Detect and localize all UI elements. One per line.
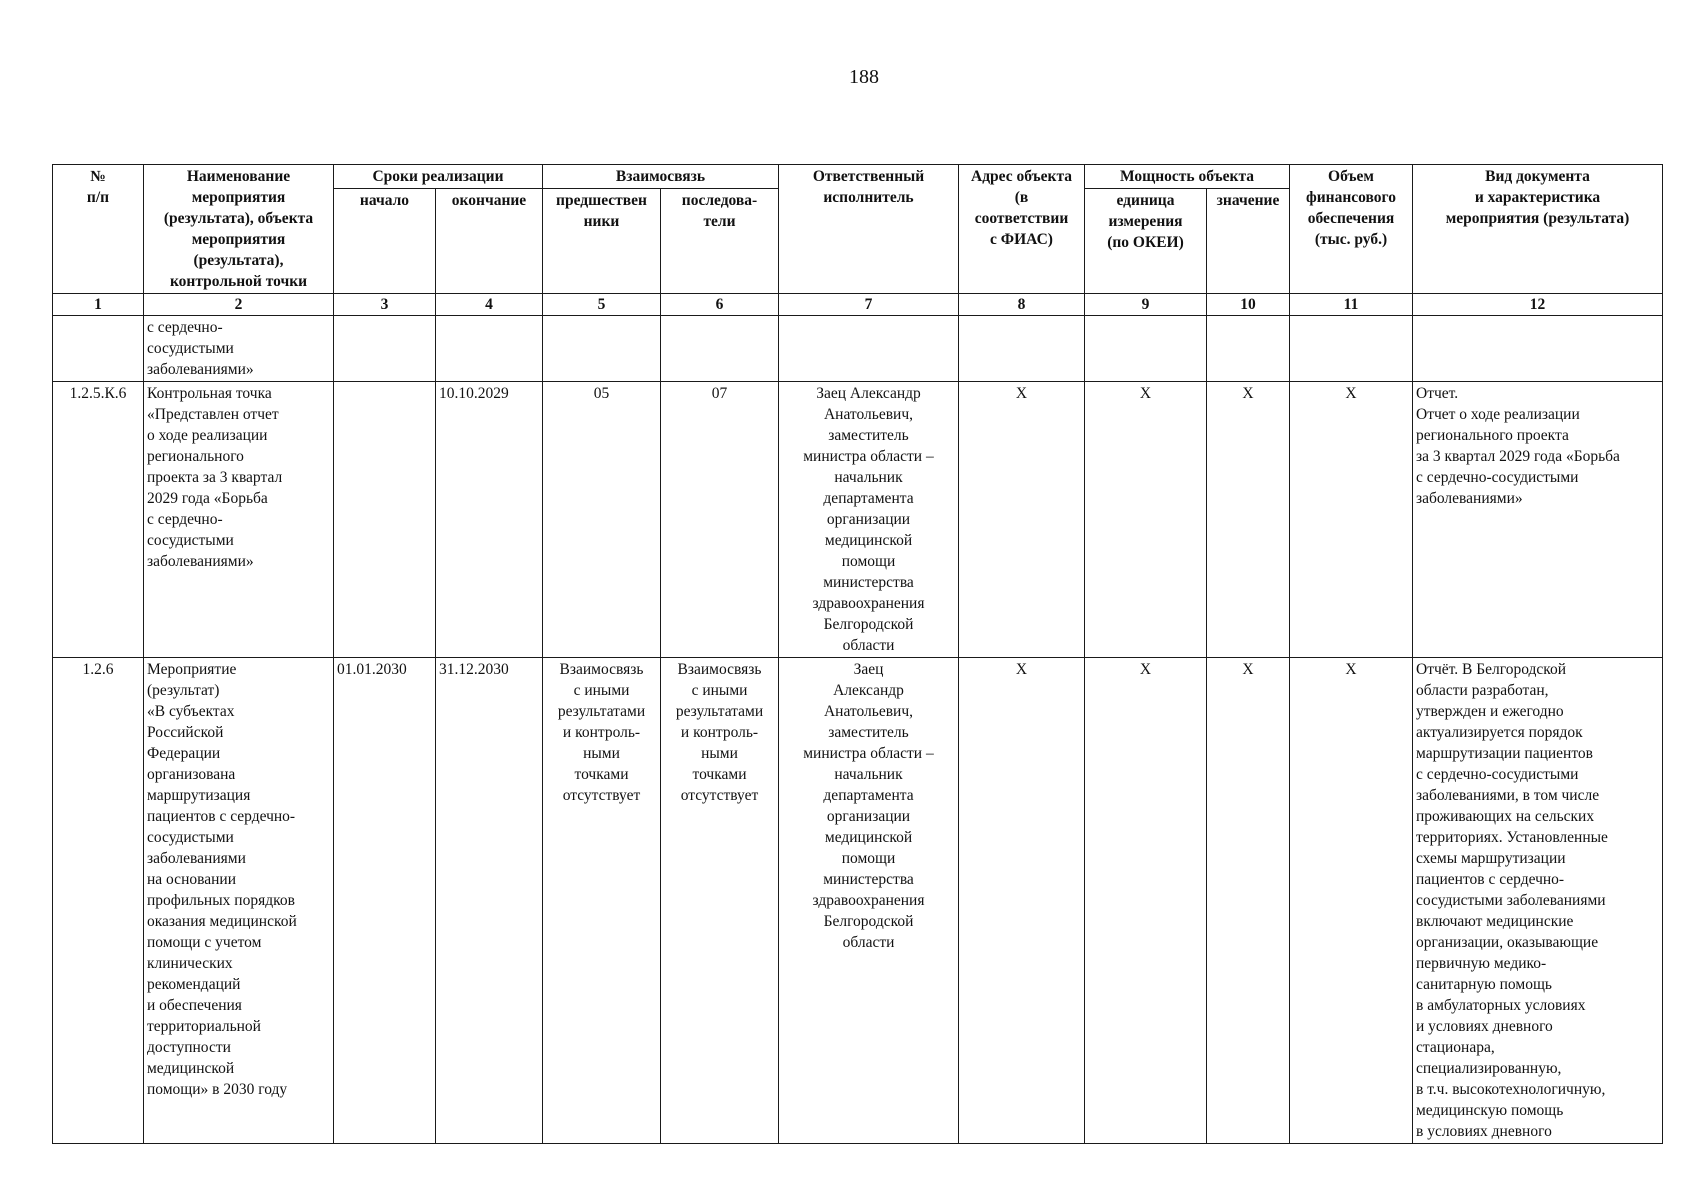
- row-responsible: Заец Александр Анатольевич, заместитель министра области – начальник департамента организации медицинской помощи министерства здравоохранения Белгородской области: [779, 658, 959, 1144]
- header-unit: единица измерения (по ОКЕИ): [1085, 189, 1207, 294]
- row-value: X: [1207, 382, 1290, 658]
- column-number: 8: [959, 294, 1085, 316]
- row-finance: X: [1290, 658, 1413, 1144]
- column-number: 10: [1207, 294, 1290, 316]
- project-plan-table: [52, 164, 1663, 1144]
- column-number: 9: [1085, 294, 1207, 316]
- table-row: [53, 382, 1663, 658]
- row-address: [959, 316, 1085, 382]
- column-number: 7: [779, 294, 959, 316]
- header-capacity-group: Мощность объекта: [1085, 165, 1290, 189]
- header-successors: последова- тели: [661, 189, 779, 294]
- row-start: [334, 316, 436, 382]
- column-number: 2: [144, 294, 334, 316]
- header-doc-type: Вид документа и характеристика мероприятия (результата): [1413, 165, 1663, 294]
- row-predecessors: Взаимосвязь с иными результатами и контроль- ными точками отсутствует: [543, 658, 661, 1144]
- column-number: 6: [661, 294, 779, 316]
- row-number: 1.2.6: [53, 658, 144, 1144]
- row-number: 1.2.5.К.6: [53, 382, 144, 658]
- row-predecessors: [543, 316, 661, 382]
- row-end: [436, 316, 543, 382]
- row-name: с сердечно- сосудистыми заболеваниями»: [144, 316, 334, 382]
- row-unit: X: [1085, 382, 1207, 658]
- row-responsible: Заец Александр Анатольевич, заместитель министра области – начальник департамента организации медицинской помощи министерства здравоохранения Белгородской области: [779, 382, 959, 658]
- header-address: Адрес объекта (в соответствии с ФИАС): [959, 165, 1085, 294]
- table-row: [53, 658, 1663, 1144]
- row-number: [53, 316, 144, 382]
- row-finance: X: [1290, 382, 1413, 658]
- row-finance: [1290, 316, 1413, 382]
- header-predecessors: предшествен ники: [543, 189, 661, 294]
- header-start: начало: [334, 189, 436, 294]
- header-value: значение: [1207, 189, 1290, 294]
- row-unit: [1085, 316, 1207, 382]
- row-doc: Отчет. Отчет о ходе реализации регионального проекта за 3 квартал 2029 года «Борьба с сердечно-сосудистыми заболеваниями»: [1413, 382, 1663, 658]
- header-end: окончание: [436, 189, 543, 294]
- header-finance: Объем финансового обеспечения (тыс. руб.): [1290, 165, 1413, 294]
- header-links-group: Взаимосвязь: [543, 165, 779, 189]
- row-successors: 07: [661, 382, 779, 658]
- column-numbers-row: [53, 294, 1663, 316]
- row-name: Мероприятие (результат) «В субъектах Российской Федерации организована маршрутизация пациентов с сердечно- сосудистыми заболеваниями на основании профильных порядков оказания медицинской помощи с учетом клинических рекомендаций и обеспечения территориальной доступности медицинской помощи» в 2030 году: [144, 658, 334, 1144]
- row-start: 01.01.2030: [334, 658, 436, 1144]
- table-row: [53, 316, 1663, 382]
- column-number: 4: [436, 294, 543, 316]
- header-number: № п/п: [53, 165, 144, 294]
- column-number: 12: [1413, 294, 1663, 316]
- row-start: [334, 382, 436, 658]
- column-number: 1: [53, 294, 144, 316]
- header-name: Наименование мероприятия (результата), объекта мероприятия (результата), контрольной точки: [144, 165, 334, 294]
- page-number: 188: [849, 66, 879, 88]
- column-number: 5: [543, 294, 661, 316]
- header-terms-group: Сроки реализации: [334, 165, 543, 189]
- header-responsible: Ответственный исполнитель: [779, 165, 959, 294]
- row-value: [1207, 316, 1290, 382]
- row-name: Контрольная точка «Представлен отчет о ходе реализации регионального проекта за 3 квартал 2029 года «Борьба с сердечно- сосудистыми заболеваниями»: [144, 382, 334, 658]
- row-predecessors: 05: [543, 382, 661, 658]
- header-row-1: [53, 165, 1663, 189]
- row-address: X: [959, 382, 1085, 658]
- row-address: X: [959, 658, 1085, 1144]
- row-doc: Отчёт. В Белгородской области разработан, утвержден и ежегодно актуализируется порядок маршрутизации пациентов с сердечно-сосудистыми заболеваниями, в том числе проживающих на сельских территориях. Установленные схемы маршрутизации пациентов с сердечно- сосудистыми заболеваниями включают медицинские организации, оказывающие первичную медико- санитарную помощь в амбулаторных условиях и условиях дневного стационара, специализированную, в т.ч. высокотехнологичную, медицинскую помощь в условиях дневного: [1413, 658, 1663, 1144]
- row-value: X: [1207, 658, 1290, 1144]
- row-unit: X: [1085, 658, 1207, 1144]
- table-header: [53, 165, 1663, 294]
- row-end: 31.12.2030: [436, 658, 543, 1144]
- table-body: [53, 294, 1663, 1144]
- row-doc: [1413, 316, 1663, 382]
- row-end: 10.10.2029: [436, 382, 543, 658]
- row-successors: Взаимосвязь с иными результатами и контроль- ными точками отсутствует: [661, 658, 779, 1144]
- column-number: 3: [334, 294, 436, 316]
- column-number: 11: [1290, 294, 1413, 316]
- row-successors: [661, 316, 779, 382]
- row-responsible: [779, 316, 959, 382]
